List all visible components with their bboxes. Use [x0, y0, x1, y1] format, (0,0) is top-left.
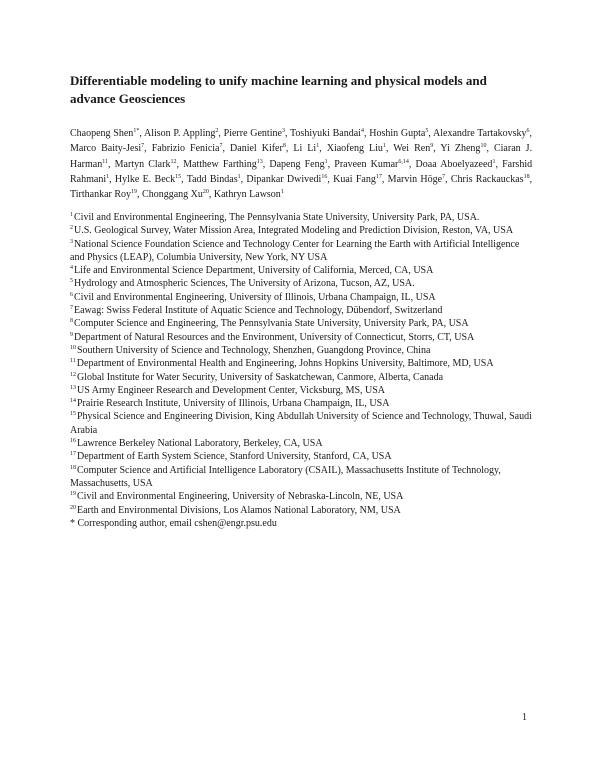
author-name	[144, 128, 218, 139]
affiliation-text: Global Institute for Water Security, University of Saskatchewan, Canmore, Alberta, Canada	[77, 371, 444, 383]
author-affiliation-marker: 16	[321, 173, 328, 180]
author-name-text: Dapeng Feng	[269, 158, 325, 170]
affiliation-number: 2	[70, 225, 73, 232]
author-affiliation-marker: 18	[523, 173, 530, 180]
author-name	[70, 143, 144, 154]
affiliation-item	[70, 410, 532, 437]
paper-title: Differentiable modeling to unify machine learning and physical models and advance Geosciences	[70, 73, 487, 106]
affiliation-text: Computer Science and Engineering, The Pennsylvania State University, University Park, PA, USA	[74, 318, 469, 330]
author-affiliation-marker: 15	[175, 173, 182, 180]
affiliation-item	[70, 211, 532, 224]
author-name	[293, 143, 319, 154]
author-affiliation-marker: 19	[131, 189, 138, 196]
author-name	[388, 174, 445, 185]
author-name-text: Tirthankar Roy	[70, 189, 132, 201]
author-affiliation-marker: 1	[280, 189, 284, 196]
author-name	[70, 128, 139, 139]
author-name-text: Hoshin Gupta	[369, 128, 426, 139]
author-name	[451, 174, 530, 185]
author-affiliation-marker: 7	[219, 143, 223, 150]
author-affiliation-marker: 8	[282, 143, 286, 150]
author-name-text: Doaa Aboelyazeed	[415, 158, 493, 170]
author-affiliation-marker: 7	[442, 173, 446, 180]
author-name	[70, 189, 137, 200]
author-name	[433, 128, 530, 139]
affiliation-item	[70, 264, 532, 277]
author-name	[230, 143, 286, 154]
author-affiliation-marker: 1*	[133, 128, 140, 134]
author-name-text: Ciaran J. Harman	[70, 143, 533, 170]
author-affiliation-marker: 3	[281, 128, 285, 134]
affiliation-number: 7	[70, 305, 73, 312]
affiliation-text: U.S. Geological Survey, Water Mission Area, Integrated Modeling and Prediction Division, Reston, VA, USA	[74, 225, 514, 237]
author-list: Chaopeng Shen$^{1*}$, Alison P. Appling$^2$, Pierre Gentine$^3$, Toshiyuki Bandai$^4$, Hoshin Gupta$^5$, Alexandre Tartakovsky$^6$, Marco Baity-Jesi$^7$, Fabrizio Fenicia$^7$, Daniel Kifer$^8$, Li Li$^1$, Xiaofeng Liu$^1$, Wei Ren$^9$, Yi Zheng$^{10}$, Ciaran J. Harman$^{11}$, Martyn Clark$^{12}$, Matthew Farthing$^{13}$, Dapeng Feng$^1$, Praveen Kumar$^{6,14}$, Doaa Aboelyazeed$^1$, Farshid Rahmani$^1$, Hylke E. Beck$^{15}$, Tadd Bindas$^1$, Dipankar Dwivedi$^{16}$, Kuai Fang$^{17}$, Marvin Höge$^7$, Chris Rackauckas$^{18}$, Tirthankar Roy$^{19}$, Chonggang Xu$^{20}$, Kathryn Lawson$^1$	[70, 128, 533, 201]
author-name-text: Li Li	[293, 143, 317, 155]
author-name-text: Alison P. Appling	[144, 128, 216, 139]
affiliation-item	[70, 384, 532, 397]
affiliation-item	[70, 277, 532, 290]
author-name-text: Chaopeng Shen	[70, 128, 134, 139]
author-affiliation-marker: 6,14	[398, 158, 409, 165]
author-name	[440, 143, 486, 154]
affiliation-number: 17	[70, 451, 76, 458]
author-name	[269, 159, 327, 170]
affiliation-text: US Army Engineer Research and Development Center, Vicksburg, MS, USA	[77, 384, 386, 396]
author-name-text: Farshid Rahmani	[70, 158, 533, 185]
affiliation-item	[70, 464, 532, 491]
author-name	[290, 128, 364, 139]
affiliation-text: Civil and Environmental Engineering, University of Illinois, Urbana Champaign, IL, USA	[74, 291, 436, 303]
affiliation-number: 20	[70, 504, 76, 511]
affiliation-text: Department of Environmental Health and Engineering, Johns Hopkins University, Baltimore, MD, USA	[76, 358, 494, 370]
author-name	[183, 159, 263, 170]
affiliation-item	[70, 504, 532, 517]
affiliation-text: Department of Natural Resources and the Environment, University of Connecticut, Storrs, CT, USA	[74, 331, 475, 343]
author-name-text: Marvin Höge	[387, 173, 443, 185]
author-name-text: Pierre Gentine	[223, 128, 282, 139]
author-name-text: Toshiyuki Bandai	[290, 128, 361, 139]
affiliation-item	[70, 224, 532, 237]
corresponding-author-note: * Corresponding author, email cshen@engr.psu.edu	[70, 517, 277, 529]
affiliation-text: Life and Environmental Science Department, University of California, Merced, CA, USA	[74, 265, 434, 277]
affiliation-number: 12	[70, 371, 76, 378]
author-affiliation-marker: 1	[324, 158, 328, 165]
affiliation-number: 5	[70, 278, 73, 285]
author-name-text: Tadd Bindas	[186, 173, 238, 185]
author-affiliation-marker: 17	[375, 173, 382, 180]
author-affiliation-marker: 1	[106, 173, 110, 180]
author-name-text: Wei Ren	[393, 143, 431, 155]
affiliation-list	[70, 211, 532, 530]
author-name	[115, 174, 181, 185]
author-affiliation-marker: 7	[141, 143, 145, 150]
affiliation-text: Earth and Environmental Divisions, Los Alamos National Laboratory, NM, USA	[77, 504, 401, 516]
author-name-text: Dipankar Dwivedi	[246, 173, 322, 185]
author-name	[327, 143, 386, 154]
affiliation-number: 3	[70, 238, 73, 245]
affiliation-number: 4	[70, 265, 73, 272]
affiliation-text: Civil and Environmental Engineering, University of Nebraska-Lincoln, NE, USA	[77, 491, 404, 503]
affiliation-number: 14	[70, 398, 76, 405]
affiliation-text: Department of Earth System Science, Stanford University, Stanford, CA, USA	[77, 451, 392, 463]
author-name-text: Praveen Kumar	[334, 158, 399, 170]
affiliation-text: Prairie Research Institute, University of Illinois, Urbana Champaign, IL, USA	[77, 398, 390, 410]
affiliation-text: Southern University of Science and Technology, Shenzhen, Guangdong Province, China	[77, 344, 431, 356]
affiliation-item	[70, 371, 532, 384]
author-affiliation-marker: 20	[202, 189, 209, 196]
author-name-text: Daniel Kifer	[230, 143, 283, 155]
author-affiliation-marker: 4	[360, 128, 364, 134]
author-name	[334, 159, 409, 170]
author-affiliation-marker: 11	[102, 158, 108, 165]
affiliation-number: 13	[70, 384, 76, 391]
affiliation-item	[70, 291, 532, 304]
author-name-text: Hylke E. Beck	[114, 173, 176, 185]
author-name-text: Matthew Farthing	[183, 158, 257, 170]
author-affiliation-marker: 2	[215, 128, 219, 134]
affiliation-number: 15	[70, 411, 76, 418]
author-name-text: Martyn Clark	[114, 158, 171, 170]
affiliation-number: 6	[70, 291, 73, 298]
author-affiliation-marker: 1	[492, 158, 496, 165]
author-name	[369, 128, 428, 139]
author-name	[187, 174, 241, 185]
author-name-text: Kuai Fang	[333, 173, 376, 185]
author-name	[152, 143, 223, 154]
affiliation-number: 19	[70, 491, 76, 498]
author-affiliation-marker: 9	[430, 143, 434, 150]
affiliation-text: Hydrology and Atmospheric Sciences, The University of Arizona, Tucson, AZ, USA.	[74, 278, 415, 290]
author-name	[393, 143, 433, 154]
affiliation-text: Civil and Environmental Engineering, The Pennsylvania State University, University Park, PA, USA.	[74, 212, 480, 223]
author-affiliation-marker: 13	[256, 158, 263, 165]
author-affiliation-marker: 10	[480, 143, 487, 150]
author-name-text: Chonggang Xu	[142, 189, 203, 201]
page-number: 1	[522, 712, 527, 723]
author-name-text: Fabrizio Fenicia	[151, 143, 220, 155]
author-name	[416, 159, 496, 170]
affiliation-item	[70, 437, 532, 450]
author-affiliation-marker: 1	[382, 143, 386, 150]
affiliation-item	[70, 397, 532, 410]
author-name-text: Chris Rackauckas	[450, 173, 524, 185]
affiliation-text: Physical Science and Engineering Division, King Abdullah University of Science and Technology, Thuwal, Saudi Arabia	[70, 411, 532, 436]
affiliation-number: 1	[70, 212, 73, 218]
author-affiliation-marker: 5	[425, 128, 429, 134]
affiliation-item	[70, 331, 532, 344]
author-name	[142, 189, 209, 200]
affiliation-number: 18	[70, 464, 76, 471]
author-name	[224, 128, 285, 139]
affiliation-item	[70, 450, 532, 463]
affiliation-text: National Science Foundation Science and Technology Center for Learning the Earth with Artificial Intelligence and Physics (LEAP), Columbia University, New York, NY USA	[70, 238, 520, 263]
author-affiliation-marker: 12	[170, 158, 177, 165]
author-name-text: Marco Baity-Jesi	[70, 143, 142, 155]
affiliation-number: 11	[70, 358, 76, 365]
author-name-text: Yi Zheng	[440, 143, 481, 155]
author-affiliation-marker: 1	[237, 173, 241, 180]
author-name-text: Xiaofeng Liu	[326, 143, 383, 155]
author-name	[246, 174, 327, 185]
affiliation-number: 16	[70, 438, 76, 445]
affiliation-item	[70, 357, 532, 370]
author-affiliation-marker: 1	[316, 143, 320, 150]
affiliation-text: Computer Science and Artificial Intelligence Laboratory (CSAIL), Massachusetts Institute of Technology, Massachusetts, USA	[70, 464, 501, 489]
author-affiliation-marker: 6	[526, 128, 530, 134]
affiliation-number: 8	[70, 318, 73, 325]
author-name	[333, 174, 382, 185]
affiliation-text: Lawrence Berkeley National Laboratory, Berkeley, CA, USA	[77, 438, 323, 450]
affiliation-item	[70, 317, 532, 330]
affiliation-text: Eawag: Swiss Federal Institute of Aquatic Science and Technology, Dübendorf, Switzerland	[74, 305, 443, 317]
affiliation-item	[70, 238, 532, 265]
author-name	[115, 159, 177, 170]
author-name-text: Kathryn Lawson	[213, 189, 281, 201]
affiliation-number: 9	[70, 331, 73, 338]
affiliation-item	[70, 490, 532, 503]
author-name-text: Alexandre Tartakovsky	[433, 128, 527, 139]
affiliation-number: 10	[70, 344, 76, 351]
author-name	[214, 189, 284, 200]
affiliation-item	[70, 344, 532, 357]
affiliation-item	[70, 304, 532, 317]
